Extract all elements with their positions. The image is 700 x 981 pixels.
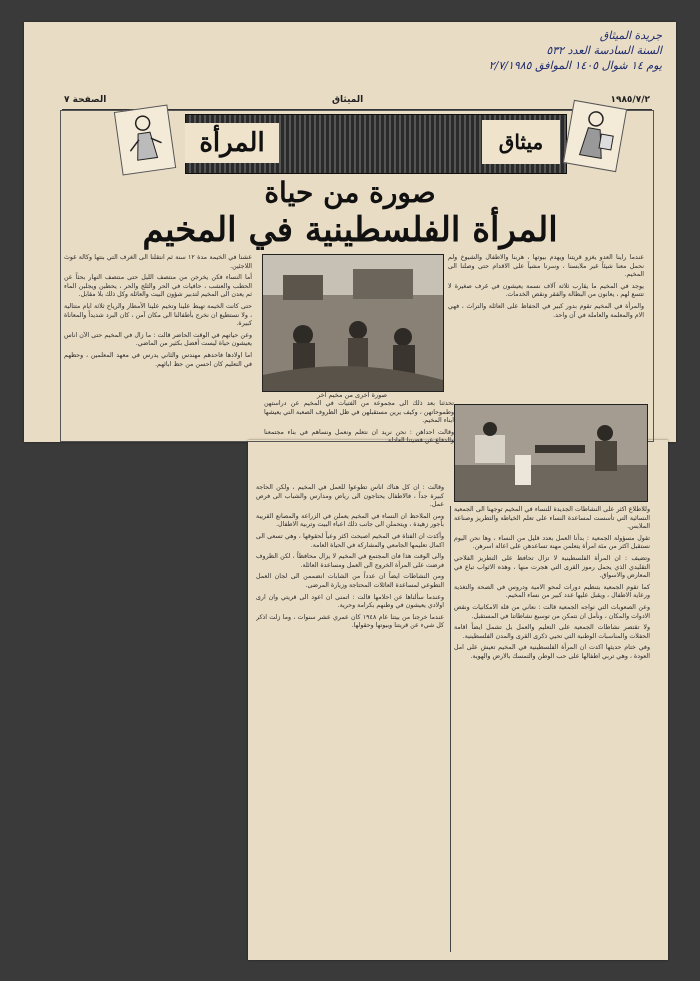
archive-note-line: يوم ١٤ شوال ١٤٠٥ الموافق ٢/٧/١٩٨٥ bbox=[488, 59, 662, 72]
paragraph: وأكدت ان الفتاة في المخيم اصبحت اكثر وعياً لحقوقها ، وهي تسعى الى اكمال تعليمها الجامعي والمشاركة في الحياة العامة. bbox=[256, 532, 444, 549]
camp-photo bbox=[262, 254, 444, 392]
paragraph: عندما خرجنا من بيتنا عام ١٩٤٨ كان عمري عشر سنوات ، وما زلت اذكر كل شيء عن قريتنا وبيوتها وحقولها. bbox=[256, 613, 444, 630]
column-rule bbox=[450, 506, 451, 952]
paragraph: وللاطلاع اكثر على النشاطات الجديدة للنساء في المخيم توجهنا الى الجمعية النسائية التي تأسست لمساعدة النساء على تعلم الخياطة والتطريز وصناعة الملابس. bbox=[454, 506, 650, 531]
headline-line-2: المرأة الفلسطينية في المخيم bbox=[142, 210, 558, 250]
paper-name: الميثاق bbox=[332, 95, 364, 105]
paragraph: ومن النشاطات ايضاً ان عدداً من الشابات انضممن الى لجان العمل التطوعي لمساعدة العائلات المحتاجة وزيارة المرضى. bbox=[256, 573, 444, 589]
paragraph: تقول مسؤولة الجمعية : بدأنا العمل بعدد قليل من النساء ، وها نحن اليوم نستقبل اكثر من مئة امرأة يتعلمن مهنة تساعدهن على اعالة اسرهن. bbox=[454, 534, 650, 551]
section-title: المرأة bbox=[185, 123, 279, 163]
headline-line-1: صورة من حياة bbox=[264, 176, 436, 209]
paragraph: عندما رأينا العدو يغزو قريتنا ويهدم بيوتها ، هربنا والاطفال والشيوخ ولم نحمل معنا شيئاً غير ملابسنا ، وسرنا مشياً على الاقدام حتى وصلنا الى المخيم. bbox=[448, 254, 644, 279]
paragraph: وقالت : ان كل هناك اناس تطوعوا للعمل في المخيم ، ولكن الحاجة كبيرة جداً ، فالاطفال يحتاجون الى رياض ومدارس والشباب الى فرص عمل. bbox=[256, 484, 444, 509]
paragraph: والمرأة في المخيم تقوم بدور كبير في الحفاظ على العائلة والتراث ، فهي الام والمعلمة والعاملة في آن واحد. bbox=[448, 302, 644, 319]
page-number: الصفحة ٧ bbox=[64, 95, 107, 105]
paragraph: وعندما سألناها عن احلامها قالت : اتمنى ان اعود الى قريتي وان ارى اولادي يعيشون في وطنهم بكرامة وحرية. bbox=[256, 593, 444, 610]
paragraph: اما اولادها فاحدهم مهندس والثاني يدرس في معهد المعلمين ، وحظهم في التعليم كان احسن من حظ ابائهم. bbox=[64, 351, 252, 368]
paragraph: ولا تقتصر نشاطات الجمعية على التعليم والعمل بل تشمل ايضاً اقامة الحفلات والمناسبات الوطنية التي تحيي ذكرى القرى والمدن الفلسطينية. bbox=[454, 624, 650, 640]
woman-drawing bbox=[115, 106, 175, 175]
article-column-middle bbox=[264, 400, 454, 480]
paragraph: كما تقوم الجمعية بتنظيم دورات لمحو الامية ودروس في الصحة والتغذية ورعاية الاطفال ، ويقبل عليها عدد كبير من نساء المخيم. bbox=[454, 583, 650, 600]
paragraph: تحدثنا بعد ذلك الى مجموعة من الفتيات في المخيم عن دراستهن وطموحاتهن ، وكيف يرين مستقبلهن في ظل الظروف الصعبة التي يعيشها ابناء المخيم. bbox=[264, 400, 454, 425]
paragraph: يوجد في المخيم ما يقارب ثلاثة آلاف نسمة يعيشون في غرف صغيرة لا تتسع لهم ، يعانون من البطالة والفقر ونقص الخدمات. bbox=[448, 282, 644, 299]
paragraph: وفي ختام حديثها اكدت ان المرأة الفلسطينية في المخيم تعيش على امل العودة ، وهي تربي اطفالها على حب الوطن والتمسك بالارض والهوية. bbox=[454, 644, 650, 660]
photo-caption: صورة اخرى من مخيم آخر bbox=[317, 391, 387, 399]
paragraph: حتى كانت الخيمة تهبط علينا وتخيم علينا الأمطار والرياح ثلاثة ايام متتالية ، ولا نستطيع ان نخرج بأطفالنا الى مكان آمن ، كان البرد شديداً والمعاناة كبيرة. bbox=[64, 302, 252, 328]
paragraph: وعن الصعوبات التي تواجه الجمعية قالت : نعاني من قلة الامكانيات ونقص الادوات والمكان ، ونأمل ان نتمكن من توسيع نشاطاتنا في المستقبل. bbox=[454, 603, 650, 620]
paragraph: وقالت احداهن : نحن نريد ان نتعلم ونعمل ونساهم في بناء مجتمعنا والدفاع عن قضيتنا العادلة. bbox=[264, 428, 454, 445]
paragraph: أما النساء فكن يخرجن من منتصف الليل حتى منتصف النهار بحثاً عن الحطب والعشب ، حافيات في الحر والثلج والحر ، يحطبن ويجلبن الماء ثم يعدن الى المخيم لتدبير شؤون البيت والعائلة وكل ذلك بلا مقابل. bbox=[64, 274, 252, 299]
woman-figure-icon bbox=[563, 100, 627, 172]
article-column-left bbox=[64, 254, 252, 434]
paragraph: وعن حياتهم في الوقت الحاضر قالت : ما زال في المخيم حتى الآن اناس يعيشون حياة ليست أفضل بكثير من الماضي. bbox=[64, 331, 252, 348]
article-column-right bbox=[448, 254, 644, 402]
archive-note-line: السنة السادسة العدد ٥٣٢ bbox=[546, 44, 662, 57]
issue-date: ١٩٨٥/٧/٢ bbox=[610, 95, 650, 105]
workshop-photo bbox=[454, 404, 648, 502]
archive-note-line: جريدة الميثاق bbox=[599, 29, 662, 42]
paragraph: والى الوقت هذا فان المجتمع في المخيم لا يزال محافظاً ، لكن الظروف فرضت على المرأة الخروج الى العمل ومساعدة العائلة. bbox=[256, 553, 444, 569]
paragraph: وتضيف : ان المرأة الفلسطينية لا تزال تحافظ على التطريز الفلاحي التقليدي الذي يحمل رموز القرى التي هجرت منها ، وهذه الاثواب تباع في المعارض والاسواق. bbox=[454, 554, 650, 580]
article-column-bottom-left bbox=[256, 484, 444, 954]
woman-figure-icon bbox=[114, 105, 176, 176]
article-column-bottom-right bbox=[454, 506, 650, 952]
camp-photo-image bbox=[263, 255, 443, 391]
paragraph: ومن الملاحظ ان النساء في المخيم يعملن في الزراعة والمصانع القريبة بأجور زهيدة ، ويتحملن الى جانب ذلك اعباء البيت وتربية الاطفال. bbox=[256, 512, 444, 529]
section-paper-word: ميثاق bbox=[482, 120, 560, 164]
woman-drawing bbox=[564, 101, 626, 171]
paragraph: عشنا في الخيمة مدة ١٢ سنة ثم انتقلنا الى الغرف التي بنتها وكالة غوث اللاجئين. bbox=[64, 254, 252, 270]
archive-handwritten-note bbox=[422, 28, 662, 86]
workshop-photo-image bbox=[455, 405, 647, 501]
